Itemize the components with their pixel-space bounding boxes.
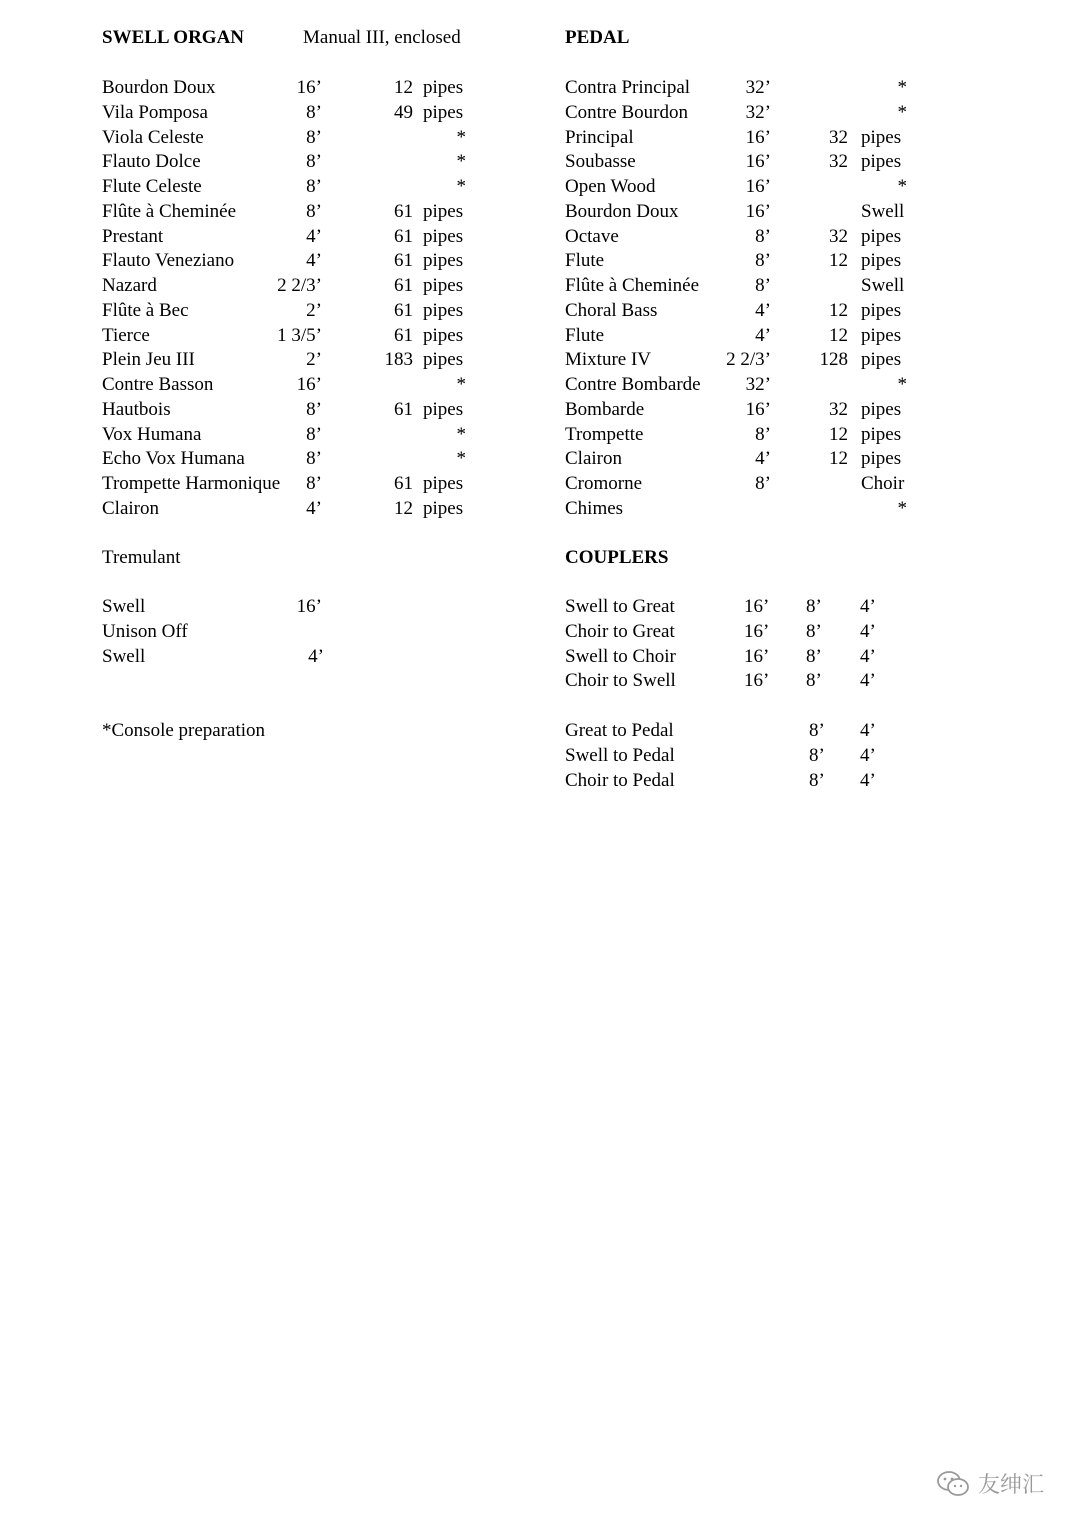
stop-pipe-count: 12	[394, 497, 413, 519]
stop-name: Flûte à Cheminée	[565, 275, 700, 296]
stop-pipe-count: 12	[829, 448, 848, 470]
coupler-8: 8’	[809, 769, 825, 791]
pedal-stop-row	[0, 447, 1080, 471]
coupler-row	[0, 645, 1080, 669]
coupler-4: 4’	[860, 769, 876, 791]
stop-unit: *	[897, 497, 907, 519]
pedal-stop-row	[0, 225, 1080, 249]
coupler-8: 8’	[809, 720, 825, 741]
stop-pitch: 8’	[755, 225, 771, 247]
stop-pitch: 2 2/3’	[277, 275, 322, 296]
extra-pitch: 16’	[296, 596, 322, 617]
stop-unit: Swell	[861, 275, 905, 296]
stop-name: Mixture IV	[565, 349, 652, 371]
stop-name: Flute	[565, 250, 605, 272]
stop-pitch: 1 3/5’	[277, 324, 322, 346]
stop-unit: pipes	[423, 324, 464, 346]
stop-name: Flûte à Bec	[102, 299, 189, 321]
extra-name: Swell	[102, 645, 146, 667]
coupler-name: Swell to Pedal	[565, 744, 675, 766]
stop-pitch: 16’	[745, 176, 771, 197]
stop-name: Vox Humana	[102, 423, 202, 445]
coupler-name: Choir to Swell	[565, 670, 676, 692]
stop-unit: pipes	[423, 225, 464, 247]
pedal-stop-row	[0, 249, 1080, 273]
pedal-stop-row	[0, 274, 1080, 298]
stop-unit: *	[897, 101, 907, 123]
stop-pitch: 16’	[745, 398, 771, 420]
coupler-4: 4’	[860, 596, 876, 617]
coupler-row	[0, 669, 1080, 693]
pedal-stop-row	[0, 101, 1080, 125]
stop-pipe-count: 61	[394, 275, 413, 296]
extra-pitch: 4’	[308, 645, 324, 667]
stop-name: Contre Bourdon	[565, 101, 688, 123]
stop-unit: Choir	[861, 473, 905, 494]
coupler-row	[0, 744, 1080, 768]
stop-pitch: 16’	[745, 151, 771, 173]
stop-pipe-count: 32	[829, 398, 848, 420]
stop-pipe-count: 12	[829, 250, 848, 272]
stop-pipe-count: 32	[829, 151, 848, 173]
stop-unit: *	[897, 176, 907, 197]
stop-name: Principal	[565, 126, 634, 148]
pedal-stop-row	[0, 398, 1080, 422]
stop-name: Octave	[565, 225, 619, 247]
wechat-icon	[936, 1470, 970, 1498]
stop-unit: pipes	[861, 423, 902, 445]
stop-name: Cromorne	[565, 473, 643, 494]
stop-pitch: 16’	[296, 77, 322, 98]
pedal-stop-row	[0, 126, 1080, 150]
stop-name: Flauto Dolce	[102, 151, 201, 173]
stop-pitch: 4’	[755, 324, 771, 346]
coupler-8: 8’	[806, 670, 822, 692]
stop-pipe-count: 12	[829, 324, 848, 346]
stop-name: Trompette Harmonique	[102, 473, 281, 494]
stop-unit: *	[897, 77, 907, 98]
stop-pitch: 8’	[755, 473, 771, 494]
stop-unit: pipes	[861, 398, 902, 420]
stop-pitch: 8’	[306, 448, 322, 470]
stop-name: Soubasse	[565, 151, 636, 173]
stop-unit: pipes	[861, 250, 902, 272]
coupler-8: 8’	[806, 620, 822, 642]
couplers-heading: COUPLERS	[565, 547, 669, 568]
stop-unit: pipes	[861, 324, 902, 346]
stop-pitch: 2 2/3’	[726, 349, 771, 371]
pedal-stop-row	[0, 472, 1080, 496]
stop-unit: pipes	[423, 250, 464, 272]
stop-name: Echo Vox Humana	[102, 448, 245, 470]
pedal-stop-row	[0, 200, 1080, 224]
stop-unit: pipes	[423, 299, 464, 321]
stop-pitch: 4’	[755, 448, 771, 470]
stop-name: Flute Celeste	[102, 176, 202, 197]
pedal-stop-row	[0, 497, 1080, 521]
coupler-4: 4’	[860, 645, 876, 667]
stop-name: Nazard	[102, 275, 157, 296]
stop-pipe-count: 32	[829, 225, 848, 247]
stop-pipe-count: 12	[829, 423, 848, 445]
coupler-4: 4’	[860, 670, 876, 692]
stop-pitch: 16’	[745, 126, 771, 148]
stop-name: Bombarde	[565, 398, 645, 420]
stop-name: Plein Jeu III	[102, 349, 195, 371]
coupler-16: 16’	[744, 670, 770, 692]
coupler-4: 4’	[860, 744, 876, 766]
extra-name: Unison Off	[102, 620, 188, 642]
stop-unit: pipes	[423, 349, 464, 371]
tremulant-label: Tremulant	[102, 547, 181, 568]
stop-name: Vila Pomposa	[102, 101, 208, 123]
stop-pitch: 4’	[306, 497, 322, 519]
stop-name: Bourdon Doux	[102, 77, 216, 98]
stop-unit: pipes	[423, 200, 464, 222]
stop-name: Open Wood	[565, 176, 656, 197]
pedal-stop-row	[0, 348, 1080, 372]
stop-unit: pipes	[423, 101, 464, 123]
pedal-stop-row	[0, 324, 1080, 348]
footnote: *Console preparation	[102, 720, 266, 741]
stop-pitch: 8’	[755, 250, 771, 272]
stop-pitch: 8’	[306, 398, 322, 420]
coupler-8: 8’	[806, 645, 822, 667]
stop-unit: pipes	[861, 225, 902, 247]
pedal-stop-row	[0, 299, 1080, 323]
coupler-row	[0, 620, 1080, 644]
stop-unit: *	[456, 151, 466, 173]
stop-unit: *	[456, 374, 466, 395]
stop-pipe-count: 61	[394, 250, 413, 272]
pedal-stop-row	[0, 175, 1080, 199]
stop-pipe-count: 128	[819, 349, 848, 371]
stop-name: Choral Bass	[565, 299, 658, 321]
stop-unit: *	[456, 423, 466, 445]
stop-pipe-count: 61	[394, 324, 413, 346]
stop-unit: pipes	[861, 126, 902, 148]
stop-unit: *	[897, 374, 907, 395]
coupler-4: 4’	[860, 720, 876, 741]
stop-pitch: 8’	[755, 275, 771, 296]
pedal-stop-row	[0, 373, 1080, 397]
stop-pitch: 4’	[306, 225, 322, 247]
stop-pitch: 32’	[745, 101, 771, 123]
stop-pitch: 4’	[755, 299, 771, 321]
stop-unit: pipes	[861, 349, 902, 371]
swell-heading: SWELL ORGAN	[102, 27, 245, 48]
stop-unit: pipes	[861, 299, 902, 321]
stop-pipe-count: 61	[394, 200, 413, 222]
stop-pitch: 8’	[306, 200, 322, 222]
stop-pitch: 8’	[755, 423, 771, 445]
stop-name: Contre Basson	[102, 374, 214, 395]
stop-unit: *	[456, 448, 466, 470]
stop-pitch: 16’	[296, 374, 322, 395]
stop-name: Bourdon Doux	[565, 200, 679, 222]
pedal-heading: PEDAL	[565, 27, 630, 48]
stop-name: Viola Celeste	[102, 126, 204, 148]
stop-pitch: 8’	[306, 176, 322, 197]
coupler-name: Choir to Pedal	[565, 769, 675, 791]
coupler-name: Swell to Great	[565, 596, 675, 617]
stop-pitch: 2’	[306, 349, 322, 371]
stop-unit: *	[456, 176, 466, 197]
stop-unit: *	[456, 126, 466, 148]
stop-name: Flûte à Cheminée	[102, 200, 237, 222]
stop-unit: pipes	[423, 398, 464, 420]
watermark	[936, 1468, 1044, 1499]
stop-pitch: 8’	[306, 126, 322, 148]
swell-subtitle: Manual III, enclosed	[303, 27, 461, 48]
stop-pipe-count: 12	[829, 299, 848, 321]
coupler-8: 8’	[806, 596, 822, 617]
coupler-name: Choir to Great	[565, 620, 675, 642]
stop-pipe-count: 12	[394, 77, 413, 98]
stop-name: Hautbois	[102, 398, 171, 420]
stop-name: Tierce	[102, 324, 150, 346]
coupler-row	[0, 769, 1080, 793]
stop-unit: pipes	[861, 151, 902, 173]
stop-pitch: 8’	[306, 473, 322, 494]
stop-unit: pipes	[861, 448, 902, 470]
coupler-name: Swell to Choir	[565, 645, 676, 667]
stop-pitch: 16’	[745, 200, 771, 222]
stop-name: Contre Bombarde	[565, 374, 701, 395]
stop-unit: Swell	[861, 200, 905, 222]
stop-pipe-count: 49	[394, 101, 413, 123]
stop-unit: pipes	[423, 473, 464, 494]
stop-name: Flute	[565, 324, 605, 346]
stop-pipe-count: 61	[394, 299, 413, 321]
watermark-text: 友绅汇	[977, 1473, 1044, 1498]
coupler-8: 8’	[809, 744, 825, 766]
stop-unit: pipes	[423, 497, 464, 519]
stop-name: Contra Principal	[565, 77, 691, 98]
coupler-16: 16’	[744, 645, 770, 667]
stop-pitch: 8’	[306, 423, 322, 445]
stop-name: Clairon	[565, 448, 622, 470]
stop-name: Trompette	[565, 423, 644, 445]
stop-pipe-count: 61	[394, 473, 413, 494]
extra-name: Swell	[102, 596, 146, 617]
stop-name: Chimes	[565, 497, 624, 519]
stop-name: Flauto Veneziano	[102, 250, 235, 272]
stop-pipe-count: 61	[394, 398, 413, 420]
stop-unit: pipes	[423, 275, 464, 296]
stop-pitch: 32’	[745, 374, 771, 395]
stop-name: Prestant	[102, 225, 164, 247]
pedal-stop-row	[0, 150, 1080, 174]
coupler-16: 16’	[744, 596, 770, 617]
stop-pipe-count: 32	[829, 126, 848, 148]
coupler-16: 16’	[744, 620, 770, 642]
stop-pipe-count: 183	[384, 349, 413, 371]
stop-pitch: 2’	[306, 299, 322, 321]
stop-pipe-count: 61	[394, 225, 413, 247]
stop-pitch: 8’	[306, 151, 322, 173]
coupler-row	[0, 595, 1080, 619]
pedal-stop-row	[0, 423, 1080, 447]
coupler-4: 4’	[860, 620, 876, 642]
stop-pitch: 32’	[745, 77, 771, 98]
stop-pitch: 8’	[306, 101, 322, 123]
coupler-name: Great to Pedal	[565, 720, 674, 741]
pedal-stop-row	[0, 76, 1080, 100]
stop-pitch: 4’	[306, 250, 322, 272]
stop-name: Clairon	[102, 497, 159, 519]
stop-unit: pipes	[423, 77, 464, 98]
